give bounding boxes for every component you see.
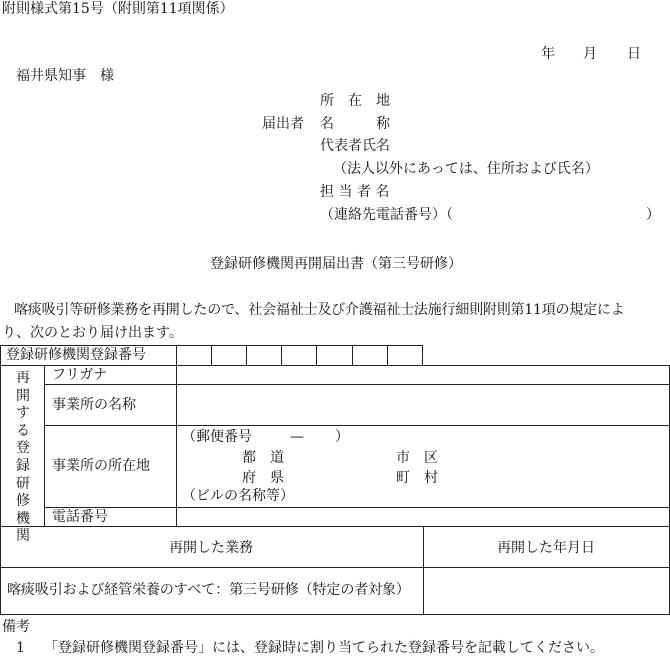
institution-block (0, 365, 670, 527)
office-address-label: 事業所の所在地 (52, 458, 150, 474)
resumed-work-value: 喀痰吸引および経管栄養のすべて：第三号研修（特定の者対象） (7, 582, 410, 598)
note-1-text: 「登録研修機関登録番号」には、登録時に割り当てられた登録番号を記載してください。 (44, 640, 604, 656)
body-line-1: 喀痰吸引等研修業務を再開したので、社会福祉士及び介護福祉士法施行細則附則第11項の規定によ (14, 302, 625, 318)
date-month: 月 (583, 46, 597, 62)
representative-note: （法人以外にあっては、住所および氏名） (333, 161, 599, 177)
date-year: 年 (541, 46, 555, 62)
form-number: 附則様式第15号（附則第11項関係） (2, 1, 234, 17)
prefecture-fuken: 府 県 (242, 470, 284, 486)
addressee: 福井県知事 様 (16, 68, 114, 84)
phone-number-label: 電話番号 (52, 509, 108, 525)
notifier-name-label: 名 称 (320, 116, 390, 132)
reg-number-box-3[interactable] (246, 345, 282, 366)
contact-phone-label: （連絡先電話番号）（ (320, 207, 453, 223)
postal-code-label: （郵便番号 (182, 429, 252, 445)
document-title: 登録研修機関再開届出書（第三号研修） (210, 256, 462, 272)
office-name-label: 事業所の名称 (52, 397, 136, 413)
reg-number-box-4[interactable] (281, 345, 317, 366)
representative-name-label: 代表者氏名 (320, 138, 390, 154)
notifier-address-label: 所 在 地 (320, 93, 390, 109)
reg-number-box-5[interactable] (316, 345, 353, 366)
reg-number-box-6[interactable] (352, 345, 388, 366)
notifier-label: 届出者 (262, 116, 304, 132)
resumed-date-value[interactable] (430, 583, 666, 599)
resumed-work-header: 再開した業務 (169, 540, 253, 556)
city-shiku: 市 区 (396, 450, 438, 466)
postal-code-dash: — (290, 429, 304, 445)
contact-person-label: 担 当 者 名 (320, 184, 390, 200)
reg-number-label: 登録研修機関登録番号 (6, 347, 146, 363)
notes-title: 備考 (2, 619, 30, 635)
furigana-label: フリガナ (52, 367, 108, 383)
prefecture-todo: 都 道 (242, 450, 284, 466)
reg-number-box-2[interactable] (211, 345, 247, 366)
resumed-date-header: 再開した年月日 (497, 540, 595, 556)
building-name-label: （ビルの名称等） (182, 488, 294, 504)
reg-number-box-7[interactable] (387, 345, 423, 366)
postal-code-close: ） (335, 429, 349, 445)
reg-number-box-1[interactable] (176, 345, 212, 366)
resumed-institution-vertical-label: 再開する登録研修機関 (16, 370, 30, 545)
town-choson: 町 村 (396, 470, 438, 486)
date-day: 日 (627, 46, 641, 62)
contact-phone-close: ） (646, 207, 660, 223)
note-1-number: 1 (16, 640, 25, 656)
body-line-2: り、次のとおり届け出ます。 (2, 325, 183, 341)
